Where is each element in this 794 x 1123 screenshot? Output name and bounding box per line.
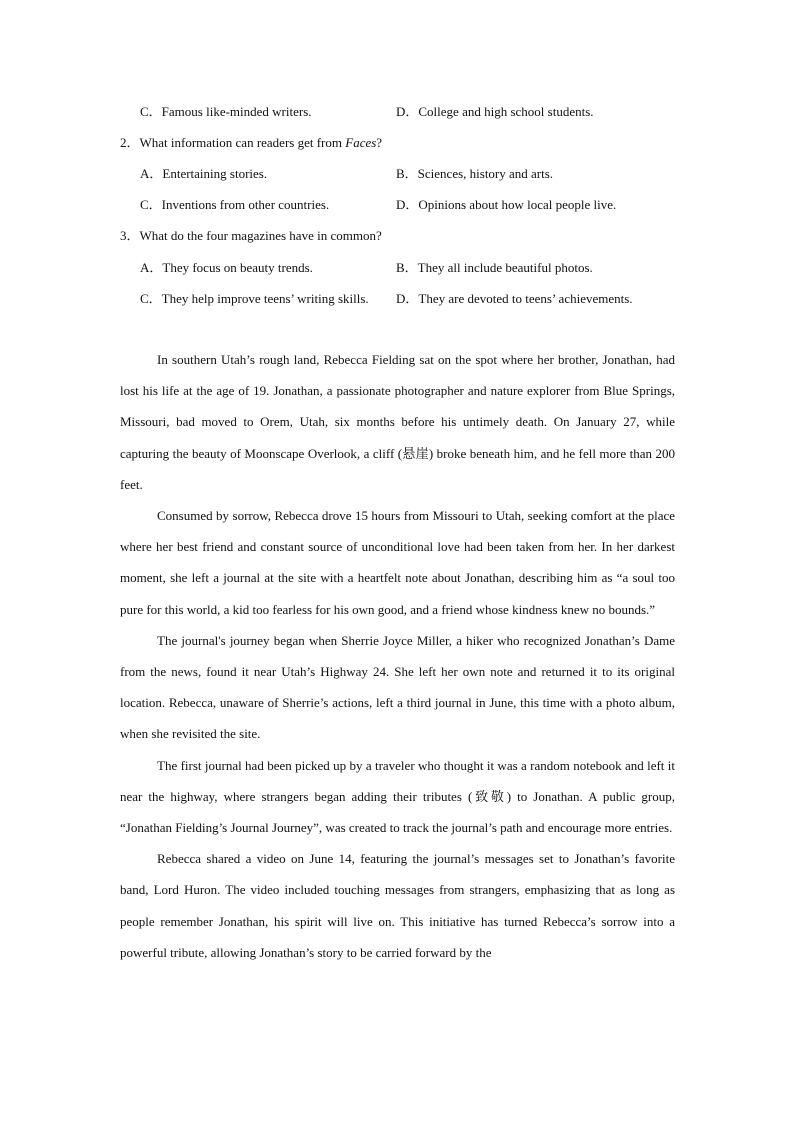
passage-paragraph-4: The first journal had been picked up by a traveler who thought it was a random notebook and left it near the highway, where strangers began adding their tributes (致敬) to Jonathan. A public group, “Jonathan Fielding’s Journal Journey”, was created to track the journal’s path and encourage more entries. [120,757,675,836]
q2-stem-prefix: 2．What information can readers get from [120,135,346,150]
passage-paragraph-2: Consumed by sorrow, Rebecca drove 15 hours from Missouri to Utah, seeking comfort at the place where her best friend and constant source of unconditional love had been taken from her. In her darkest moment, she left a journal at the site with a heartfelt note about Jonathan, describing him as “a soul too pure for this world, a kid too fearless for his own good, and a friend whose kindness knew no bounds.” [120,508,675,617]
q2-option-b: B．Sciences, history and arts. [396,166,554,181]
q3-option-b: B．They all include beautiful photos. [396,260,593,275]
q3-option-a: A．They focus on beauty trends. [140,260,313,275]
q3-stem: 3．What do the four magazines have in common? [120,228,382,243]
q2-stem-italic: Faces [345,135,377,150]
passage-paragraph-3: The journal's journey began when Sherrie Joyce Miller, a hiker who recognized Jonathan’s Dame from the news, found it near Utah’s Highway 24. She left her own note and returned it to its original location. Rebecca, unaware of Sherrie’s actions, left a third journal in June, this time with a photo album, when she revisited the site. [120,632,675,742]
q2-stem-suffix: ? [376,135,383,150]
q3-option-d: D．They are devoted to teens’ achievements. [396,291,633,306]
passage-paragraph-1: In southern Utah’s rough land, Rebecca Fielding sat on the spot where her brother, Jonathan, had lost his life at the age of 19. Jonathan, a passionate photographer and nature explorer from Blue Springs, Missouri, bad moved to Orem, Utah, six months before his untimely death. On January 27, while capturing the beauty of Moonscape Overlook, a cliff (悬崖) broke beneath him, and he fell more than 200 feet. [120,352,675,492]
passage-paragraph-5: Rebecca shared a video on June 14, featuring the journal’s messages set to Jonathan’s favorite band, Lord Huron. The video included touching messages from strangers, emphasizing that as long as people remember Jonathan, his spirit will live on. This initiative has turned Rebecca’s sorrow into a powerful tribute, allowing Jonathan’s story to be carried forward by the [120,851,675,960]
q3-option-c: C．They help improve teens’ writing skills. [140,291,369,306]
q2-option-a: A．Entertaining stories. [140,166,268,181]
reading-passage [120,344,675,968]
q2-option-c: C．Inventions from other countries. [140,197,330,212]
q2-stem [120,135,382,151]
q1-option-d: D．College and high school students. [396,104,594,119]
q2-option-d: D．Opinions about how local people live. [396,197,617,212]
q1-option-c: C．Famous like-minded writers. [140,104,312,119]
